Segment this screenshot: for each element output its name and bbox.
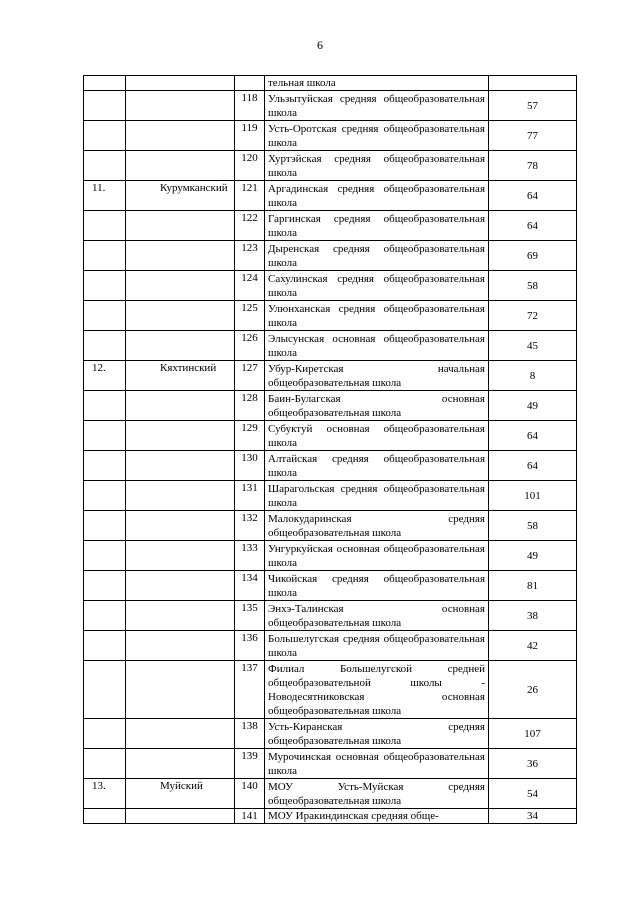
value-cell: 26: [489, 661, 577, 719]
school-number-cell: [235, 76, 265, 91]
school-number-cell: 131: [235, 481, 265, 511]
value-cell: 34: [489, 809, 577, 824]
school-name-cell: Баин-Булагская основная общеобразовательная школа: [265, 391, 489, 421]
region-number-cell: 13.: [84, 779, 126, 809]
region-number-cell: [84, 661, 126, 719]
region-name-cell: [126, 661, 235, 719]
school-number-cell: 125: [235, 301, 265, 331]
region-name-cell: [126, 241, 235, 271]
table-row: [84, 211, 577, 241]
table-row: [84, 121, 577, 151]
school-number-cell: 134: [235, 571, 265, 601]
school-number-cell: 129: [235, 421, 265, 451]
value-cell: 45: [489, 331, 577, 361]
school-number-cell: 137: [235, 661, 265, 719]
table-row: [84, 631, 577, 661]
value-cell: 77: [489, 121, 577, 151]
value-cell: 78: [489, 151, 577, 181]
value-cell: 64: [489, 451, 577, 481]
region-name-cell: [126, 809, 235, 824]
region-number-cell: [84, 76, 126, 91]
school-name-cell: Дыренская средняя общеобразовательная школа: [265, 241, 489, 271]
school-name-cell: Гаргинская средняя общеобразовательная школа: [265, 211, 489, 241]
region-number-cell: [84, 121, 126, 151]
value-cell: 69: [489, 241, 577, 271]
school-name-cell: Энхэ-Талинская основная общеобразовательная школа: [265, 601, 489, 631]
school-number-cell: 119: [235, 121, 265, 151]
region-number-cell: [84, 421, 126, 451]
school-name-cell: Шарагольская средняя общеобразовательная школа: [265, 481, 489, 511]
region-number-cell: [84, 301, 126, 331]
region-name-cell: [126, 76, 235, 91]
region-name-cell: [126, 211, 235, 241]
school-number-cell: 133: [235, 541, 265, 571]
school-name-cell: Убур-Киретская начальная общеобразовательная школа: [265, 361, 489, 391]
region-name-cell: [126, 601, 235, 631]
school-name-cell: Филиал Большелугской средней общеобразовательной школы - Новодесятниковская основная общеобразовательная школа: [265, 661, 489, 719]
school-name-cell: МОУ Усть-Муйская средняя общеобразовательная школа: [265, 779, 489, 809]
table-row: [84, 779, 577, 809]
region-number-cell: [84, 211, 126, 241]
region-number-cell: [84, 601, 126, 631]
school-number-cell: 122: [235, 211, 265, 241]
region-name-cell: [126, 301, 235, 331]
value-cell: 38: [489, 601, 577, 631]
school-number-cell: 130: [235, 451, 265, 481]
school-name-cell: Субуктуй основная общеобразовательная школа: [265, 421, 489, 451]
region-number-cell: [84, 481, 126, 511]
school-name-cell: Ульзытуйская средняя общеобразовательная школа: [265, 91, 489, 121]
table-row: [84, 451, 577, 481]
school-number-cell: 138: [235, 719, 265, 749]
table-row: [84, 181, 577, 211]
school-number-cell: 123: [235, 241, 265, 271]
value-cell: 64: [489, 181, 577, 211]
value-cell: 58: [489, 271, 577, 301]
value-cell: 42: [489, 631, 577, 661]
region-number-cell: 11.: [84, 181, 126, 211]
table-row: [84, 571, 577, 601]
value-cell: 81: [489, 571, 577, 601]
region-number-cell: [84, 151, 126, 181]
value-cell: 49: [489, 391, 577, 421]
region-number-cell: [84, 749, 126, 779]
school-name-cell: Усть-Киранская средняя общеобразовательная школа: [265, 719, 489, 749]
region-number-cell: [84, 331, 126, 361]
region-name-cell: Курумканский: [126, 181, 235, 211]
value-cell: 58: [489, 511, 577, 541]
value-cell: 107: [489, 719, 577, 749]
region-number-cell: [84, 391, 126, 421]
table-row: [84, 749, 577, 779]
school-name-cell: Усть-Оротская средняя общеобразовательная школа: [265, 121, 489, 151]
region-name-cell: [126, 541, 235, 571]
region-number-cell: [84, 541, 126, 571]
school-name-cell: Аргадинская средняя общеобразовательная школа: [265, 181, 489, 211]
school-number-cell: 120: [235, 151, 265, 181]
table-row: [84, 331, 577, 361]
school-number-cell: 121: [235, 181, 265, 211]
table-row: [84, 601, 577, 631]
table-row: [84, 719, 577, 749]
table-row: [84, 541, 577, 571]
table-row: [84, 809, 577, 824]
value-cell: 64: [489, 421, 577, 451]
school-name-cell: Чикойская средняя общеобразовательная школа: [265, 571, 489, 601]
region-name-cell: [126, 91, 235, 121]
school-number-cell: 141: [235, 809, 265, 824]
region-name-cell: [126, 271, 235, 301]
region-name-cell: [126, 631, 235, 661]
region-name-cell: [126, 451, 235, 481]
region-name-cell: Муйский: [126, 779, 235, 809]
region-name-cell: [126, 749, 235, 779]
region-name-cell: [126, 151, 235, 181]
school-number-cell: 128: [235, 391, 265, 421]
table-row: [84, 421, 577, 451]
region-number-cell: [84, 451, 126, 481]
school-number-cell: 139: [235, 749, 265, 779]
region-name-cell: [126, 121, 235, 151]
region-number-cell: [84, 719, 126, 749]
page-number: 6: [317, 38, 323, 52]
value-cell: 57: [489, 91, 577, 121]
region-name-cell: [126, 331, 235, 361]
region-name-cell: [126, 391, 235, 421]
region-number-cell: [84, 511, 126, 541]
school-number-cell: 118: [235, 91, 265, 121]
value-cell: 54: [489, 779, 577, 809]
table-row: [84, 391, 577, 421]
region-name-cell: [126, 421, 235, 451]
region-name-cell: [126, 481, 235, 511]
school-name-cell: МОУ Иракиндинская средняя обще-: [265, 809, 489, 824]
school-name-cell: Алтайская средняя общеобразовательная школа: [265, 451, 489, 481]
school-number-cell: 140: [235, 779, 265, 809]
value-cell: 64: [489, 211, 577, 241]
value-cell: 72: [489, 301, 577, 331]
region-number-cell: [84, 241, 126, 271]
region-number-cell: [84, 631, 126, 661]
school-number-cell: 132: [235, 511, 265, 541]
table-row: [84, 511, 577, 541]
region-name-cell: [126, 571, 235, 601]
school-name-cell: Хуртэйская средняя общеобразовательная школа: [265, 151, 489, 181]
school-name-cell: Малокударинская средняя общеобразовательная школа: [265, 511, 489, 541]
table-row: [84, 661, 577, 719]
region-number-cell: [84, 571, 126, 601]
school-number-cell: 126: [235, 331, 265, 361]
value-cell: 49: [489, 541, 577, 571]
table-row: [84, 76, 577, 91]
table-row: [84, 241, 577, 271]
region-number-cell: 12.: [84, 361, 126, 391]
school-name-cell: Улюнханская средняя общеобразовательная школа: [265, 301, 489, 331]
school-name-cell: Сахулинская средняя общеобразовательная школа: [265, 271, 489, 301]
school-number-cell: 127: [235, 361, 265, 391]
region-name-cell: [126, 511, 235, 541]
schools-table: [83, 75, 577, 824]
school-number-cell: 124: [235, 271, 265, 301]
table-row: [84, 151, 577, 181]
school-number-cell: 135: [235, 601, 265, 631]
table-row: [84, 481, 577, 511]
school-name-cell: тельная школа: [265, 76, 489, 91]
value-cell: 8: [489, 361, 577, 391]
school-name-cell: Элысунская основная общеобразовательная школа: [265, 331, 489, 361]
table-row: [84, 361, 577, 391]
region-number-cell: [84, 809, 126, 824]
table-row: [84, 271, 577, 301]
region-number-cell: [84, 91, 126, 121]
school-name-cell: Большелугская средняя общеобразовательная школа: [265, 631, 489, 661]
table-row: [84, 301, 577, 331]
value-cell: 101: [489, 481, 577, 511]
school-name-cell: Унгуркуйская основная общеобразовательная школа: [265, 541, 489, 571]
table-row: [84, 91, 577, 121]
region-name-cell: Кяхтинский: [126, 361, 235, 391]
school-number-cell: 136: [235, 631, 265, 661]
region-name-cell: [126, 719, 235, 749]
value-cell: [489, 76, 577, 91]
value-cell: 36: [489, 749, 577, 779]
region-number-cell: [84, 271, 126, 301]
school-name-cell: Мурочинская основная общеобразовательная школа: [265, 749, 489, 779]
